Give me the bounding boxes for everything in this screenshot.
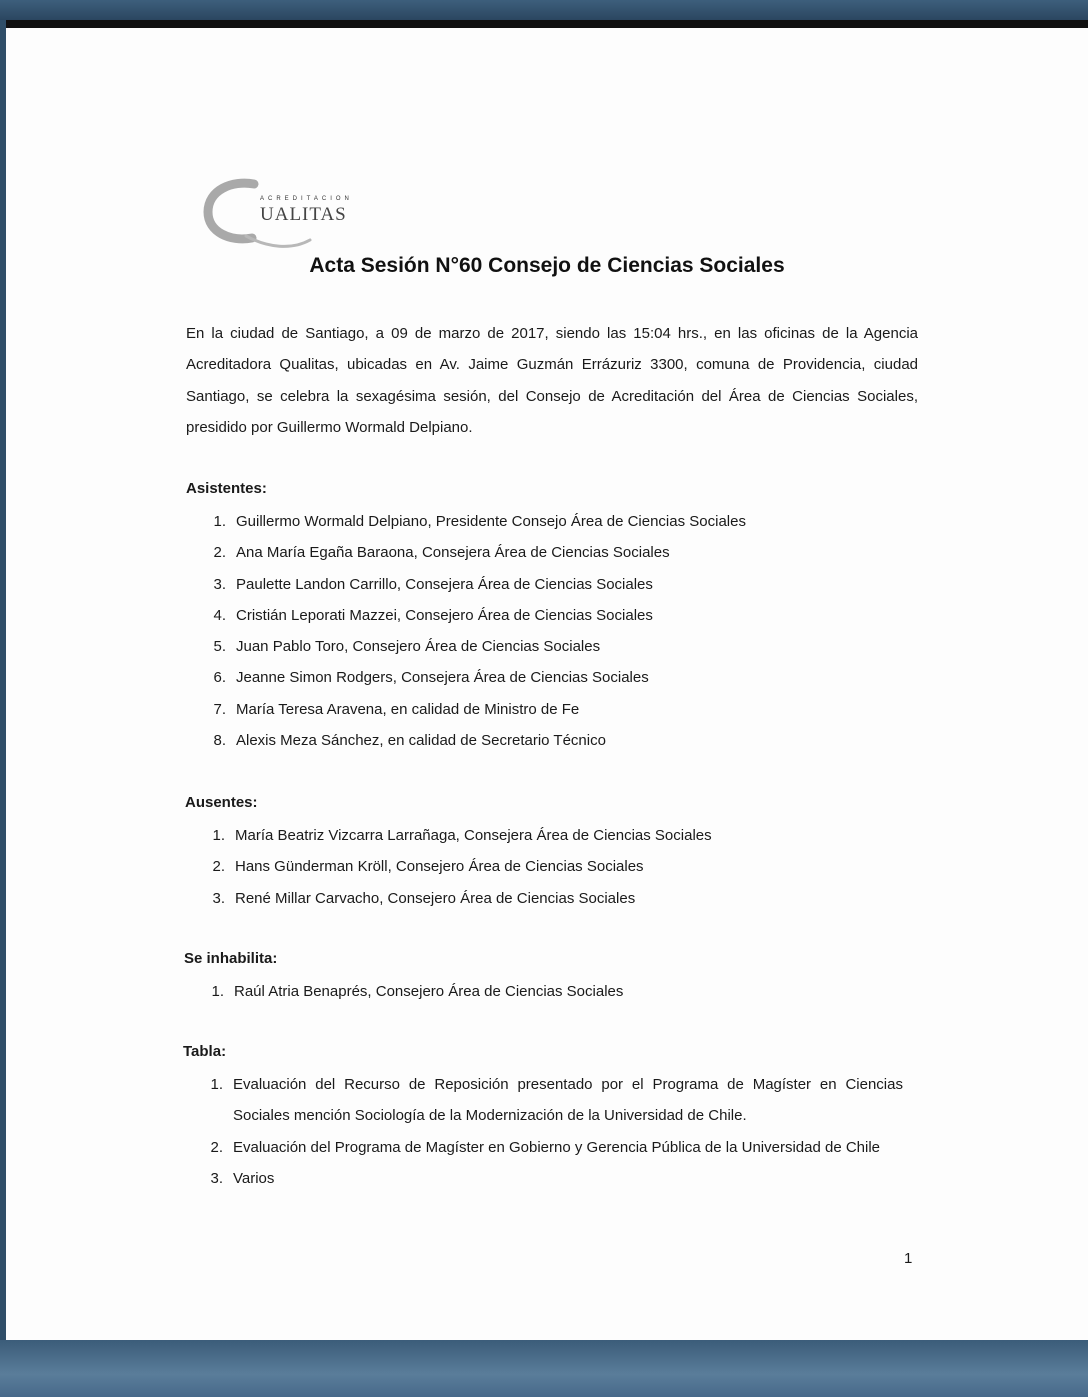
list-item: 6. Jeanne Simon Rodgers, Consejera Área de Ciencias Sociales [213,669,649,687]
tabla-list [203,1069,903,1194]
qualitas-logo [202,178,372,250]
logo-small-text: ACREDITACION [260,196,353,202]
list-item: 8. Alexis Meza Sánchez, en calidad de Secretario Técnico [213,732,606,750]
asistentes-heading: Asistentes: [186,480,267,497]
list-item: 3. Varios [210,1169,275,1187]
list-item: 1. Evaluación del Recurso de Reposición presentado por el Programa de Magíster en Ciencias Sociales mención Sociología de la Modernización de la Universidad de Chile. [210,1076,903,1125]
list-item: 7. María Teresa Aravena, en calidad de Ministro de Fe [213,700,580,718]
list-item: 4. Cristián Leporati Mazzei, Consejero Área de Ciencias Sociales [213,606,653,624]
asistentes-list [206,506,746,756]
page-number: 1 [904,1250,913,1267]
ausentes-heading: Ausentes: [185,794,258,811]
list-item: 1. Guillermo Wormald Delpiano, Presidente Consejo Área de Ciencias Sociales [213,513,746,530]
list-item: 2. Hans Günderman Kröll, Consejero Área de Ciencias Sociales [212,858,644,876]
list-item: 5. Juan Pablo Toro, Consejero Área de Ciencias Sociales [213,638,601,656]
list-item: 2. Ana María Egaña Baraona, Consejera Área de Ciencias Sociales [213,544,670,562]
inhabilita-heading: Se inhabilita: [184,950,278,967]
logo-wordmark: UALITAS [260,204,347,225]
list-item: 3. René Millar Carvacho, Consejero Área de Ciencias Sociales [212,889,636,907]
document-title: Acta Sesión N°60 Consejo de Ciencias Sociales [309,254,785,277]
list-item: 3. Paulette Landon Carrillo, Consejera Área de Ciencias Sociales [213,575,653,593]
scan-top-border [0,0,1088,20]
list-item: 1. Raúl Atria Benaprés, Consejero Área de Ciencias Sociales [211,983,624,1000]
scan-bottom-border [0,1340,1088,1397]
tabla-heading: Tabla: [183,1043,227,1060]
document-page [6,20,1088,1340]
list-item: 2. Evaluación del Programa de Magíster en Gobierno y Gerencia Pública de la Universidad de Chile [210,1138,881,1156]
inhabilita-list [204,976,623,1007]
ausentes-list [205,820,712,914]
intro-paragraph: En la ciudad de Santiago, a 09 de marzo de 2017, siendo las 15:04 hrs., en las oficinas de la Agencia Acreditadora Qualitas, ubicadas en Av. Jaime Guzmán Errázuriz 3300, comuna de Providencia, ciudad Santiago, se celebra la sexagésima sesión, del Consejo de Acreditación del Área de Ciencias Sociales, presidido por Guillermo Wormald Delpiano. [186,325,918,436]
list-item: 1. María Beatriz Vizcarra Larrañaga, Consejera Área de Ciencias Sociales [212,827,712,844]
